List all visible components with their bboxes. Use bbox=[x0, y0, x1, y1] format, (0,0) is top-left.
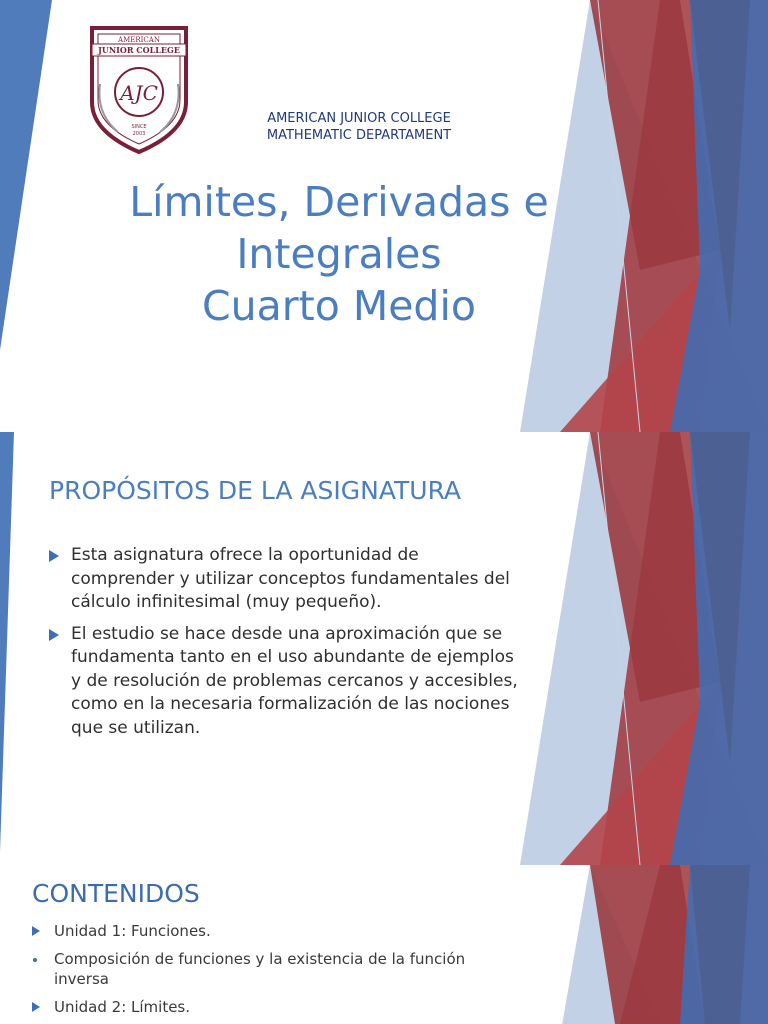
bullet-line: El estudio se hace desde una aproximación que se bbox=[71, 623, 503, 644]
item-line: Composición de funciones y la existencia de la función bbox=[54, 950, 466, 968]
bullet-triangle-icon bbox=[32, 926, 40, 936]
college-logo bbox=[78, 14, 200, 159]
purposes-heading: PROPÓSITOS DE LA ASIGNATURA bbox=[49, 476, 462, 505]
purposes-list bbox=[49, 544, 579, 748]
contents-heading: CONTENIDOS bbox=[32, 879, 200, 908]
list-item bbox=[32, 949, 552, 989]
logo-year: 2003 bbox=[132, 131, 146, 137]
list-item bbox=[32, 921, 552, 941]
left-blue-shard bbox=[0, 0, 52, 350]
college-name bbox=[220, 110, 498, 144]
bullet-line: y de resolución de problemas cercanos y accesibles, bbox=[71, 670, 518, 691]
logo-monogram: AJC bbox=[120, 81, 158, 105]
title-line: Integrales bbox=[236, 230, 442, 278]
logo-arc-text: AMERICAN bbox=[118, 36, 160, 44]
logo-banner-text: JUNIOR COLLEGE bbox=[98, 45, 180, 55]
bullet-triangle-icon bbox=[32, 1002, 40, 1012]
title-line: Límites, Derivadas e bbox=[129, 178, 549, 226]
left-blue-shard bbox=[0, 432, 14, 852]
logo-since: SINCE bbox=[131, 124, 147, 130]
slide-purposes bbox=[0, 432, 768, 865]
department-line: MATHEMATIC DEPARTAMENT bbox=[266, 128, 452, 143]
bullet-dot-icon bbox=[33, 958, 37, 962]
bullet-line: como en la necesaria formalización de las nociones bbox=[71, 694, 510, 714]
item-line: Unidad 2: Límites. bbox=[54, 998, 191, 1016]
bullet-line: fundamenta tanto en el uso abundante de ejemplos bbox=[71, 647, 514, 667]
bullet-line: comprender y utilizar conceptos fundamentales del bbox=[71, 568, 510, 589]
item-line: inversa bbox=[54, 970, 109, 988]
contents-list bbox=[32, 921, 552, 1024]
college-line: AMERICAN JUNIOR COLLEGE bbox=[267, 111, 451, 126]
bullet-line: cálculo infinitesimal (muy pequeño). bbox=[71, 592, 382, 612]
bullet-line: Esta asignatura ofrece la oportunidad de bbox=[71, 545, 419, 565]
subtitle-line: Cuarto Medio bbox=[202, 282, 476, 330]
slide-contents bbox=[0, 865, 768, 1024]
bullet-triangle-icon bbox=[49, 550, 59, 562]
list-item bbox=[49, 623, 579, 741]
item-line: Unidad 1: Funciones. bbox=[54, 922, 211, 940]
list-item bbox=[49, 544, 579, 615]
bullet-line: que se utilizan. bbox=[71, 717, 201, 738]
list-item bbox=[32, 997, 552, 1017]
bullet-triangle-icon bbox=[49, 629, 59, 641]
slide-title-text bbox=[80, 176, 598, 332]
slide-title bbox=[0, 0, 768, 432]
